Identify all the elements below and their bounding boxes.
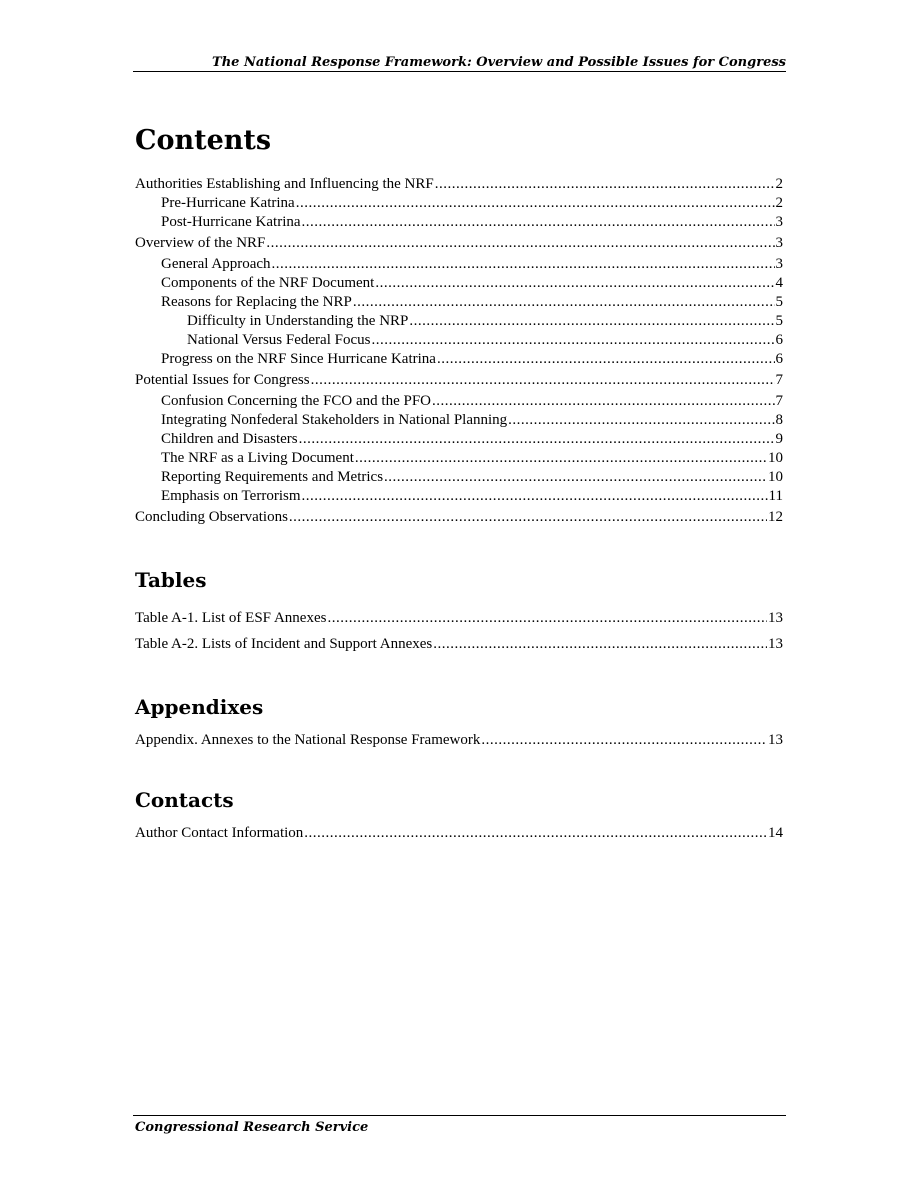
toc-entry-title: Reasons for Replacing the NRP bbox=[161, 294, 352, 310]
toc-entry-page: 3 bbox=[775, 214, 783, 230]
toc-entry-title: Concluding Observations bbox=[135, 509, 288, 525]
toc-entry-page: 6 bbox=[775, 351, 783, 367]
appendixes-title: Appendixes bbox=[135, 695, 264, 719]
dot-leader bbox=[481, 731, 767, 750]
toc-entry[interactable] bbox=[135, 824, 783, 843]
header-rule bbox=[133, 71, 786, 72]
toc-entry-title: Authorities Establishing and Influencing the NRF bbox=[135, 176, 434, 192]
toc-entry[interactable] bbox=[135, 255, 783, 274]
toc-entry[interactable] bbox=[135, 234, 783, 253]
dot-leader bbox=[355, 449, 767, 468]
toc-entry-page: 4 bbox=[775, 275, 783, 291]
dot-leader bbox=[272, 255, 775, 274]
tables-title: Tables bbox=[135, 568, 207, 592]
toc-entry-title: Appendix. Annexes to the National Response Framework bbox=[135, 732, 481, 748]
running-header: The National Response Framework: Overview and Possible Issues for Congress bbox=[212, 55, 786, 70]
toc-entry[interactable] bbox=[135, 631, 783, 657]
toc-entry-page: 2 bbox=[775, 176, 783, 192]
toc-entry-page: 13 bbox=[768, 732, 783, 748]
toc-entry-page: 3 bbox=[775, 235, 783, 251]
toc-entry-title: Difficulty in Understanding the NRP bbox=[187, 313, 409, 329]
toc-entry[interactable] bbox=[135, 392, 783, 411]
dot-leader bbox=[327, 605, 767, 631]
dot-leader bbox=[353, 293, 775, 312]
toc-entry[interactable] bbox=[135, 194, 783, 213]
dot-leader bbox=[435, 175, 775, 194]
toc-entry-page: 12 bbox=[768, 509, 783, 525]
toc-entry-page: 8 bbox=[775, 412, 783, 428]
toc-entry-title: Components of the NRF Document bbox=[161, 275, 375, 291]
toc-entry-page: 14 bbox=[768, 825, 783, 841]
dot-leader bbox=[299, 430, 775, 449]
dot-leader bbox=[409, 312, 774, 331]
toc-entry-page: 10 bbox=[768, 450, 783, 466]
toc-entry[interactable] bbox=[135, 175, 783, 194]
toc-entry-title: Author Contact Information bbox=[135, 825, 304, 841]
dot-leader bbox=[384, 468, 767, 487]
toc-entry-title: Progress on the NRF Since Hurricane Katrina bbox=[161, 351, 436, 367]
toc-entry[interactable] bbox=[135, 487, 783, 506]
contacts-title: Contacts bbox=[135, 788, 234, 812]
toc-entry-page: 2 bbox=[775, 195, 783, 211]
contents-list bbox=[135, 175, 783, 527]
toc-entry-page: 11 bbox=[768, 488, 783, 504]
dot-leader bbox=[371, 331, 774, 350]
toc-entry[interactable] bbox=[135, 371, 783, 390]
toc-entry[interactable] bbox=[135, 468, 783, 487]
dot-leader bbox=[432, 392, 775, 411]
toc-entry[interactable] bbox=[135, 605, 783, 631]
dot-leader bbox=[302, 213, 775, 232]
dot-leader bbox=[508, 411, 774, 430]
toc-entry[interactable] bbox=[135, 508, 783, 527]
dot-leader bbox=[296, 194, 775, 213]
dot-leader bbox=[311, 371, 775, 390]
toc-entry-page: 7 bbox=[775, 372, 783, 388]
toc-entry-title: Potential Issues for Congress bbox=[135, 372, 310, 388]
toc-entry[interactable] bbox=[135, 312, 783, 331]
dot-leader bbox=[375, 274, 774, 293]
toc-entry[interactable] bbox=[135, 411, 783, 430]
toc-entry-title: Emphasis on Terrorism bbox=[161, 488, 301, 504]
toc-entry[interactable] bbox=[135, 274, 783, 293]
toc-entry-page: 13 bbox=[768, 610, 783, 626]
contents-title: Contents bbox=[135, 125, 272, 156]
toc-entry[interactable] bbox=[135, 350, 783, 369]
appendixes-list bbox=[135, 731, 783, 750]
toc-entry-title: General Approach bbox=[161, 256, 271, 272]
toc-entry-page: 9 bbox=[775, 431, 783, 447]
toc-entry-page: 7 bbox=[775, 393, 783, 409]
toc-entry[interactable] bbox=[135, 213, 783, 232]
toc-entry-page: 5 bbox=[775, 294, 783, 310]
toc-entry-page: 6 bbox=[775, 332, 783, 348]
toc-entry[interactable] bbox=[135, 331, 783, 350]
contacts-list bbox=[135, 824, 783, 843]
dot-leader bbox=[433, 631, 767, 657]
toc-page-content bbox=[135, 121, 783, 843]
toc-entry[interactable] bbox=[135, 430, 783, 449]
dot-leader bbox=[302, 487, 768, 506]
footer-rule bbox=[133, 1115, 786, 1116]
toc-entry-title: Integrating Nonfederal Stakeholders in National Planning bbox=[161, 412, 508, 428]
dot-leader bbox=[266, 234, 774, 253]
toc-entry[interactable] bbox=[135, 449, 783, 468]
toc-entry-title: The NRF as a Living Document bbox=[161, 450, 354, 466]
running-footer: Congressional Research Service bbox=[135, 1120, 369, 1135]
toc-entry[interactable] bbox=[135, 293, 783, 312]
toc-entry-title: Confusion Concerning the FCO and the PFO bbox=[161, 393, 431, 409]
toc-entry-title: Table A-2. Lists of Incident and Support Annexes bbox=[135, 636, 433, 652]
tables-list bbox=[135, 605, 783, 657]
toc-entry-title: Reporting Requirements and Metrics bbox=[161, 469, 384, 485]
toc-entry-page: 3 bbox=[775, 256, 783, 272]
toc-entry-title: Post-Hurricane Katrina bbox=[161, 214, 301, 230]
dot-leader bbox=[304, 824, 767, 843]
toc-entry-page: 5 bbox=[775, 313, 783, 329]
toc-entry-title: Pre-Hurricane Katrina bbox=[161, 195, 295, 211]
dot-leader bbox=[289, 508, 767, 527]
toc-entry-page: 10 bbox=[768, 469, 783, 485]
toc-entry-title: Table A-1. List of ESF Annexes bbox=[135, 610, 327, 626]
toc-entry-title: Overview of the NRF bbox=[135, 235, 266, 251]
dot-leader bbox=[437, 350, 775, 369]
toc-entry-page: 13 bbox=[768, 636, 783, 652]
toc-entry-title: National Versus Federal Focus bbox=[187, 332, 371, 348]
toc-entry[interactable] bbox=[135, 731, 783, 750]
toc-entry-title: Children and Disasters bbox=[161, 431, 298, 447]
